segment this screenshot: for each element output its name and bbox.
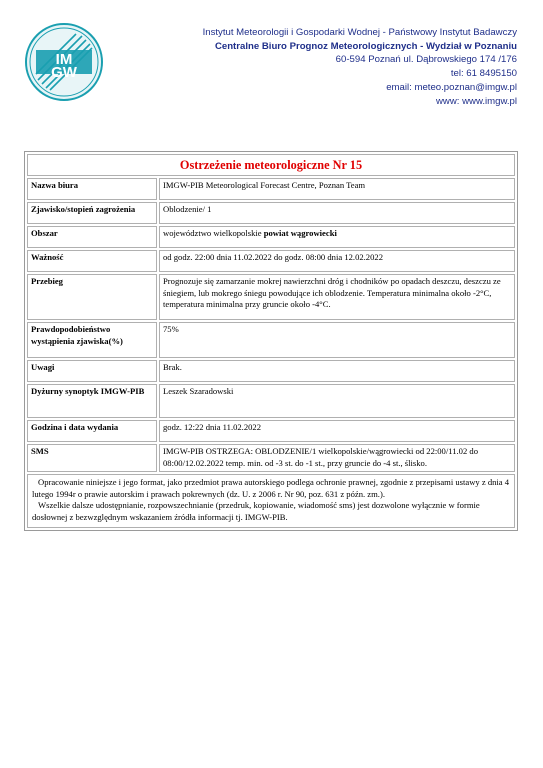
website: www: www.imgw.pl: [435, 95, 517, 107]
row-value: godz. 12:22 dnia 11.02.2022: [159, 420, 515, 442]
table-row: [27, 226, 515, 248]
imgw-logo: [24, 22, 104, 102]
table-row: [27, 178, 515, 200]
row-label: SMS: [27, 444, 157, 472]
logo-text-top: IM: [55, 51, 73, 68]
table-row: [27, 274, 515, 320]
copyright-notice: [27, 474, 515, 528]
row-label: Obszar: [27, 226, 157, 248]
warning-title: Ostrzeżenie meteorologiczne Nr 15: [27, 154, 515, 176]
logo-text-bottom: GW: [51, 64, 77, 81]
distribution-paragraph: Wszelkie dalsze udostępnianie, rozpowszechnianie (przedruk, kopiowanie, wiadomość sms) jest dozwolone wyłącznie w formie dosłownej z bezwzględnym wskazaniem źródła informacji tj. IMGW-PIB.: [32, 500, 480, 523]
row-label: Zjawisko/stopień zagrożenia: [27, 202, 157, 224]
phone: tel: 61 8495150: [450, 68, 517, 80]
email: email: meteo.poznan@imgw.pl: [386, 81, 517, 93]
row-value: Brak.: [159, 360, 515, 382]
address: 60-594 Poznań ul. Dąbrowskiego 174 /176: [335, 54, 517, 66]
row-value: IMGW-PIB Meteorological Forecast Centre, Poznan Team: [159, 178, 515, 200]
row-label: Przebieg: [27, 274, 157, 320]
table-row: [27, 420, 515, 442]
area-voivodeship: województwo wielkopolskie: [163, 228, 264, 238]
row-value: od godz. 22:00 dnia 11.02.2022 do godz. 08:00 dnia 12.02.2022: [159, 250, 515, 272]
warning-document: [24, 151, 518, 531]
row-label: Godzina i data wydania: [27, 420, 157, 442]
row-value: [159, 226, 515, 248]
warning-table: [25, 176, 517, 474]
department-name: Centralne Biuro Prognoz Meteorologicznych - Wydział w Poznaniu: [214, 40, 517, 52]
institute-name: Instytut Meteorologii i Gospodarki Wodnej - Państwowy Instytut Badawczy: [202, 27, 517, 38]
row-value: Prognozuje się zamarzanie mokrej nawierzchni dróg i chodników po opadach deszczu, deszczu ze śniegiem, lub mokrego śniegu powodujące ich oblodzenie. Temperatura minimalna około -2°C, temperatura minimalna przy gruncie około -4°C.: [159, 274, 515, 320]
row-label: Dyżurny synoptyk IMGW-PIB: [27, 384, 157, 418]
area-county: powiat wągrowiecki: [263, 228, 337, 238]
institute-header: [177, 26, 517, 108]
row-value: IMGW-PIB OSTRZEGA: OBLODZENIE/1 wielkopolskie/wągrowiecki od 22:00/11.02 do 08:00/12.02.2022 temp. min. od -3 st. do -1 st., przy gruncie do -4 st., ślisko.: [159, 444, 515, 472]
row-label: Nazwa biura: [27, 178, 157, 200]
table-row: [27, 444, 515, 472]
table-row: [27, 202, 515, 224]
row-label: Ważność: [27, 250, 157, 272]
row-label: Prawdopodobieństwo wystąpienia zjawiska(%): [27, 322, 157, 358]
row-value: Oblodzenie/ 1: [159, 202, 515, 224]
table-row: [27, 384, 515, 418]
row-value: Leszek Szaradowski: [159, 384, 515, 418]
row-label: Uwagi: [27, 360, 157, 382]
row-value: 75%: [159, 322, 515, 358]
copyright-paragraph: Opracowanie niniejsze i jego format, jako przedmiot prawa autorskiego podlega ochronie prawnej, zgodnie z przepisami ustawy z dnia 4 lutego 1994r o prawie autorskim i prawach pokrewnych (dz. U. z 2006 r. Nr 90, poz. 631 z późn. zm.).: [32, 477, 510, 499]
table-row: [27, 322, 515, 358]
table-row: [27, 360, 515, 382]
table-row: [27, 250, 515, 272]
